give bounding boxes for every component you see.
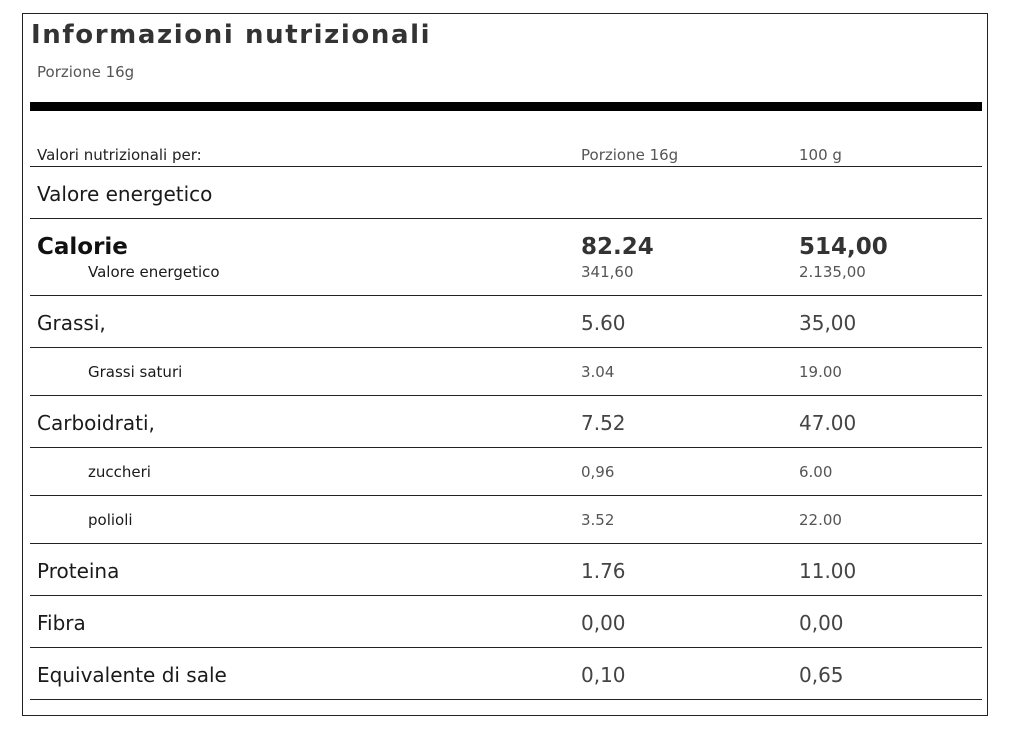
calories-row (30, 219, 982, 296)
energy-per100-value: 2.135,00 (799, 263, 866, 281)
column-header-nutrient: Valori nutrizionali per: (37, 146, 202, 164)
section-label: Valore energetico (37, 182, 213, 206)
thick-divider (30, 102, 982, 111)
serving-value: 3.04 (581, 363, 615, 381)
serving-value: 1.76 (581, 559, 626, 583)
column-header-serving: Porzione 16g (581, 146, 679, 164)
serving-value: 0,00 (581, 611, 626, 635)
table-header-row (30, 111, 982, 167)
nutrient-label: Carboidrati, (37, 411, 155, 435)
table-row-fat (30, 296, 982, 348)
nutrition-panel (22, 13, 988, 716)
per100-value: 6.00 (799, 463, 833, 481)
table-row-protein (30, 544, 982, 596)
serving-value: 0,96 (581, 463, 615, 481)
table-row-polyols (30, 496, 982, 544)
per100-value: 35,00 (799, 311, 857, 335)
nutrient-label: Equivalente di sale (37, 663, 227, 687)
nutrient-label: Proteina (37, 559, 120, 583)
per100-value: 22.00 (799, 511, 842, 529)
energy-sub-label: Valore energetico (88, 263, 220, 281)
per100-value: 47.00 (799, 411, 857, 435)
per100-value: 0,00 (799, 611, 844, 635)
nutrition-table (30, 111, 982, 700)
serving-value: 7.52 (581, 411, 626, 435)
per100-value: 0,65 (799, 663, 844, 687)
table-row-fiber (30, 596, 982, 648)
per100-value: 19.00 (799, 363, 842, 381)
nutrient-label: zuccheri (88, 463, 151, 481)
nutrient-label: Grassi saturi (88, 363, 183, 381)
column-header-per-100g: 100 g (799, 146, 842, 164)
section-row-energy (30, 167, 982, 219)
calories-label: Calorie (37, 234, 128, 260)
table-row-sugars (30, 448, 982, 496)
serving-value: 5.60 (581, 311, 626, 335)
calories-serving-value: 82.24 (581, 234, 654, 260)
energy-serving-value: 341,60 (581, 263, 634, 281)
page-title: Informazioni nutrizionali (31, 20, 432, 50)
nutrient-label: Fibra (37, 611, 86, 635)
serving-size: Porzione 16g (37, 63, 135, 81)
per100-value: 11.00 (799, 559, 857, 583)
calories-per100-value: 514,00 (799, 234, 888, 260)
table-row-salt (30, 648, 982, 700)
table-row-saturated-fat (30, 348, 982, 396)
table-row-carbohydrates (30, 396, 982, 448)
serving-value: 3.52 (581, 511, 615, 529)
nutrient-label: polioli (88, 511, 133, 529)
serving-value: 0,10 (581, 663, 626, 687)
nutrient-label: Grassi, (37, 311, 106, 335)
